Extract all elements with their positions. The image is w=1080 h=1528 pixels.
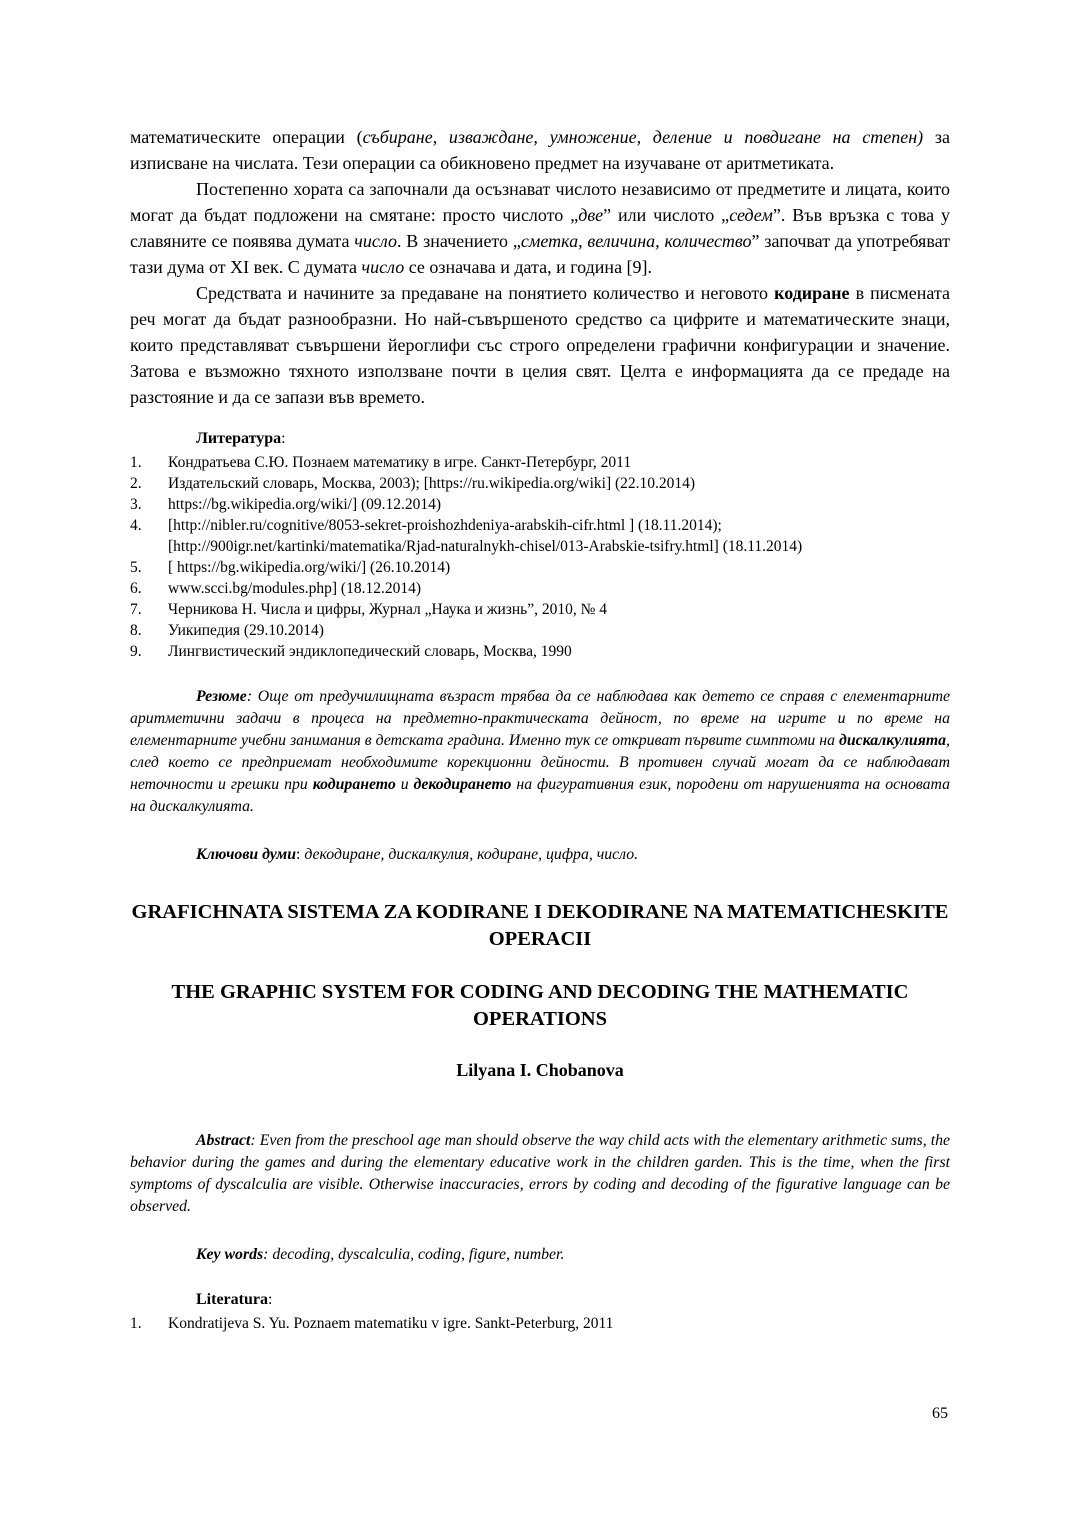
paragraph-number-history [130,176,950,280]
text-run: : Even from the preschool age man should observe the way child acts with the elementary arithmetic sums, the behavior during the games and during the elementary educative work in the children garden. This is the time, when the first symptoms of dyscalculia are visible. Otherwise inaccuracies, errors by coding and decoding of the figurative language can be observed. [130,1132,950,1215]
text-run: Ключови думи [196,846,296,863]
text-run: : [267,1291,273,1308]
text-run: Постепенно хората са започнали да осъзнават числото независимо от предметите и лицата, които могат да бъдат подложени на смятане: просто числото „ [130,179,950,225]
text-run: математическите операции ( [130,127,363,147]
list-number: 6. [130,580,142,597]
text-run: . В значението „ [396,231,521,251]
text-run: за изписване на числата. Тези операции са обикновено предмет на изучаване от аритметиката. [130,127,950,173]
literature-item [130,599,950,620]
literature-item [130,452,950,473]
article-title-transliterated: GRAFICHNATA SISTEMA ZA KODIRANE I DEKODIRANE NA MATEMATICHESKITE OPERACII [131,901,949,950]
text-run: : decoding, dyscalculia, coding, figure, number. [263,1246,565,1263]
list-text: Уикипедия (29.10.2014) [168,622,324,639]
page-number: 65 [932,1405,948,1422]
literature-item [130,578,950,599]
list-text: www.scci.bg/modules.php] (18.12.2014) [168,580,421,597]
list-number: 1. [130,1315,142,1332]
literature-list-bg [130,452,950,662]
text-run: число [354,231,397,251]
text-run: число [361,257,405,277]
text-run: : [295,846,305,863]
text-run: Abstract [196,1132,251,1149]
text-run: ”. Във връзка с това у славяните се появява думата [130,205,950,251]
literature-heading-bg [196,428,950,449]
list-number: 9. [130,643,142,660]
text-run: кодиране [774,283,850,303]
text-run: сметка, величина, количество [520,231,752,251]
list-number: 8. [130,622,142,639]
list-number: 3. [130,496,142,513]
list-number: 1. [130,454,142,471]
literature-list-en [130,1313,950,1334]
list-text: [http://nibler.ru/cognitive/8053-sekret-proishozhdeniya-arabskih-cifr.html ] (18.11.2014); [http://900igr.net/kartinki/matematika/Rjad-naturalnykh-chisel/013-Arabskie-tsifry.html] (18.11.2014) [168,517,803,555]
text-run: Literatura [196,1291,268,1308]
text-run: Резюме [196,688,247,705]
text-run: декодирането [413,776,512,793]
list-text: Лингвистический эндиклопедический словарь, Москва, 1990 [168,643,572,660]
literature-heading-en [196,1289,950,1310]
article-title-english: THE GRAPHIC SYSTEM FOR CODING AND DECODING THE MATHEMATIC OPERATIONS [171,981,909,1030]
text-run: ” започват да употребяват тази дума от XI век. С думата [130,231,950,277]
text-run: Литература [196,430,282,447]
text-run: седем [729,205,773,225]
author-name: Lilyana I. Chobanova [456,1060,624,1080]
list-number: 7. [130,601,142,618]
list-text: https://bg.wikipedia.org/wiki/] (09.12.2014) [168,496,442,513]
text-run: две [578,205,604,225]
text-run: на фигуративния език, породени от нарушенията на основата на дискалкулията. [130,776,950,815]
list-number: 2. [130,475,142,492]
literature-item [130,494,950,515]
text-run: се означава и дата, и година [9]. [404,257,653,277]
keywords-bg-line [196,844,950,865]
literature-item [130,473,950,494]
abstract-paragraph [130,1130,950,1218]
literature-item [130,557,950,578]
paragraph-math-operations [130,124,950,176]
text-run: събиране, изваждане, умножение, деление и повдигане на степен) [362,127,924,147]
text-run: , след което се предприемат необходимите корекционни дейности. В противен случай могат да се наблюдават неточности и грешки при [130,732,950,793]
text-run: декодиране, дискалкулия, кодиране, цифра, число. [304,846,639,863]
text-run: ” или числото „ [603,205,730,225]
literature-item [130,515,950,557]
resume-paragraph [130,686,950,818]
list-text: Кондратьева С.Ю. Познаем математику в игре. Санкт-Петербург, 2011 [168,454,632,471]
list-number: 4. [130,517,142,534]
text-run: Key words [196,1246,264,1263]
list-number: 5. [130,559,142,576]
text-run: : [281,430,286,447]
literature-item [130,620,950,641]
list-text: Черникова Н. Числа и цифры, Журнал „Наука и жизнь”, 2010, № 4 [168,601,608,618]
literature-item [130,641,950,662]
text-run: кодирането [312,776,396,793]
text-run: дискалкулията [838,732,947,749]
text-run: и [395,776,414,793]
list-text: Kondratijeva S. Yu. Poznaem matematiku v igre. Sankt-Peterburg, 2011 [168,1315,614,1332]
text-run: : Още от предучилищната възраст трябва да се наблюдава как детето се справя с елементарните аритметични задачи в процеса на предметно-практическата дейност, по време на игрите и по време на елементарните учебни занимания в детската градина. Именно тук се откриват първите симптоми на [130,688,950,749]
text-run: Средствата и начините за предаване на понятието количество и неговото [196,283,775,303]
list-text: [ https://bg.wikipedia.org/wiki/] (26.10.2014) [168,559,451,576]
text-run: в писмената реч могат да бъдат разнообразни. Но най-съвършеното средство са цифрите и математическите знаци, които представляват съвършени йероглифи със строго определени графични конфигурации и значение. Затова е възможно тяхното използване почти в целия свят. Целта е информацията да се предаде на разстояние и да се запази във времето. [130,283,950,407]
keywords-en-line [196,1244,950,1265]
list-text: Издательский словарь, Москва, 2003); [https://ru.wikipedia.org/wiki] (22.10.2014) [168,475,696,492]
paragraph-coding-means [130,280,950,410]
literature-item [130,1313,950,1334]
